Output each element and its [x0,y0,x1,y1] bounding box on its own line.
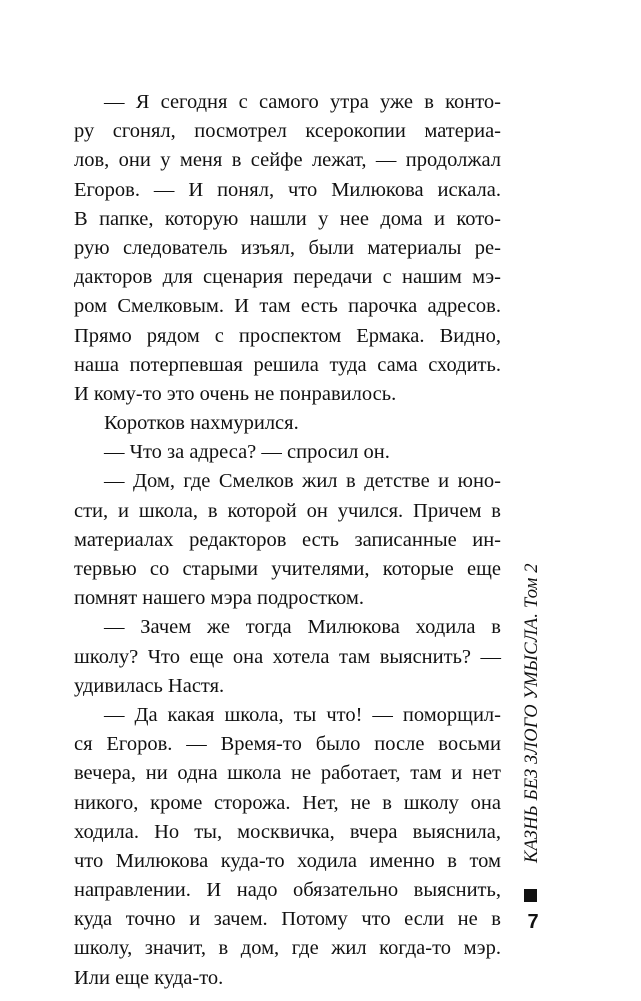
text-line: Прямо рядом с проспектом Ермака. Видно, [74,324,501,347]
text-line: куда точно и зачем. Потому что если не в [74,908,501,931]
text-line: тервью со старыми учителями, которые еще [74,558,501,580]
text-line: школу, значит, в дом, где жил когда-то мэр. [74,937,501,960]
text-line: наша потерпевшая решила туда сама сходить. [74,353,501,376]
text-line: — Дом, где Смелков жил в детстве и юно- [104,470,501,493]
text-line: никого, кроме сторожа. Нет, не в школу она [74,791,501,814]
text-line: что Милюкова куда-то ходила именно в том [74,849,501,872]
text-line: удивилась Настя. [74,674,225,697]
text-line: ходила. Но ты, москвичка, вчера выяснила, [74,820,501,843]
text-line: Или еще куда-то. [74,966,224,989]
text-line: дакторов для сценария передачи с нашим мэ- [74,266,501,289]
text-line: — Да какая школа, ты что! — поморщил- [104,703,501,726]
text-line: Коротков нахмурился. [104,412,299,435]
text-line: ся Егоров. — Время-то было после восьми [74,733,501,756]
running-title: КАЗНЬ БЕЗ ЗЛОГО УМЫСЛА. Том 2 [522,563,542,863]
text-line: — Что за адреса? — спросил он. [104,441,390,464]
text-line: — Я сегодня с самого утра уже в конто- [104,91,501,113]
square-marker-icon [524,889,537,902]
text-line: ром Смелковым. И там есть парочка адресов. [74,295,501,318]
page-number: 7 [527,911,539,933]
text-line: В папке, которую нашли у нее дома и кото- [74,207,501,230]
text-line: рую следователь изъял, были материалы ре- [74,236,501,259]
text-line: помнят нашего мэра подростком. [74,587,365,610]
text-line: материалах редакторов есть записанные ин- [74,528,501,551]
text-line: вечера, ни одна школа не работает, там и нет [74,762,501,785]
text-line: лов, они у меня в сейфе лежат, — продолжал [74,149,501,172]
text-line: направлении. И надо обязательно выяснить, [74,879,501,902]
text-line: сти, и школа, в которой он учился. Причем в [74,499,501,522]
text-line: — Зачем же тогда Милюкова ходила в [104,616,501,639]
text-line: школу? Что еще она хотела там выяснить? — [74,645,501,668]
text-line: И кому-то это очень не понравилось. [74,382,397,405]
text-line: Егоров. — И понял, что Милюкова искала. [74,178,501,201]
body-text [74,88,501,993]
text-line: ру сгонял, посмотрел ксерокопии материа- [74,120,501,143]
